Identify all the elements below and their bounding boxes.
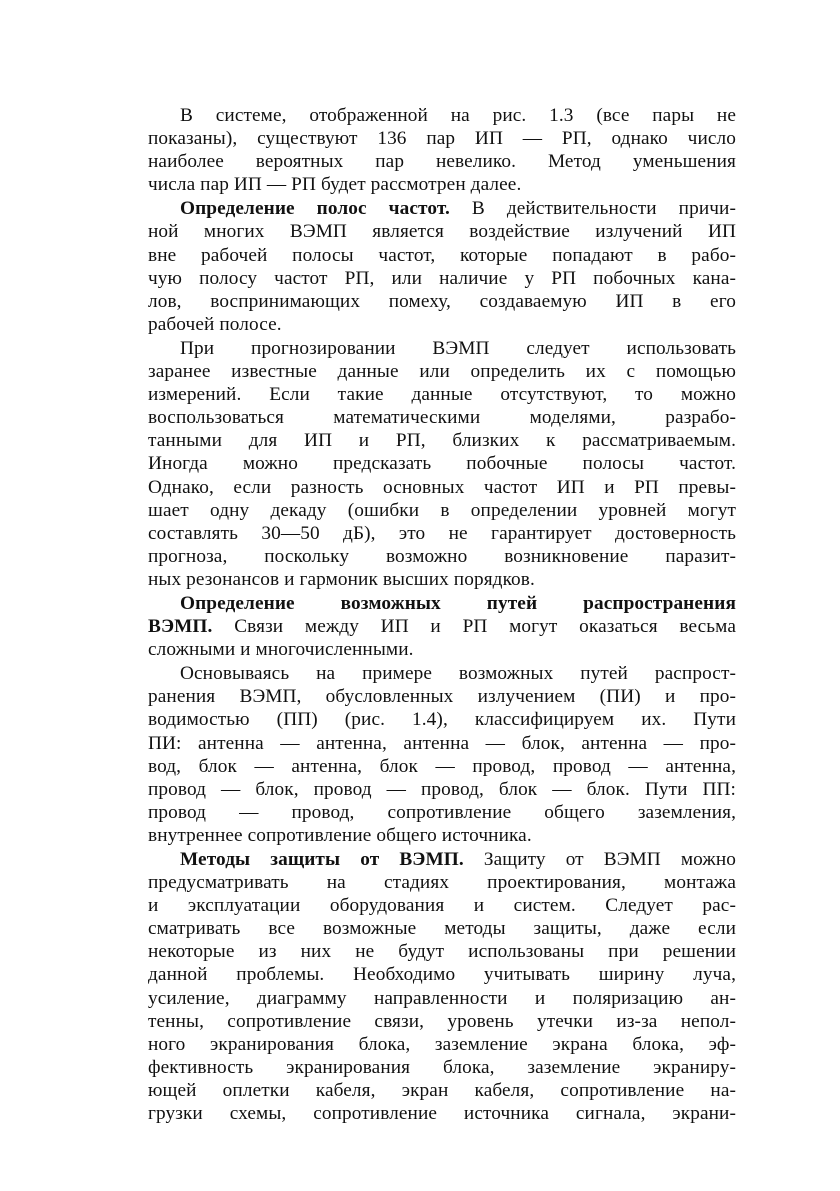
- text-line: провод — блок, провод — провод, блок — блок. Пути ПП:: [148, 778, 736, 800]
- text-line: танными для ИП и РП, близких к рассматриваемым.: [148, 430, 736, 452]
- text-line: предусматривать на стадиях проектирования, монтажа: [148, 872, 736, 894]
- text-line: измерений. Если такие данные отсутствуют, то можно: [148, 384, 736, 406]
- section-heading-propagation-paths: Определение возможных путей распространения: [180, 592, 736, 614]
- text-line: ного экранирования блока, заземление экрана блока, эф-: [148, 1033, 736, 1055]
- text-line: чую полосу частот РП, или наличие у РП побочных кана-: [148, 267, 736, 289]
- body-text: [148, 103, 736, 1125]
- text-line: грузки схемы, сопротивление источника сигнала, экрани-: [148, 1103, 736, 1125]
- text-span: Защиту от ВЭМП можно: [483, 849, 737, 870]
- text-line: воспользоваться математическими моделями, разрабо-: [148, 407, 736, 429]
- text-line: данной проблемы. Необходимо учитывать ширину луча,: [148, 964, 736, 986]
- text-line: ной многих ВЭМП является воздействие излучений ИП: [148, 221, 736, 243]
- text-line: ПИ: антенна — антенна, антенна — блок, антенна — про-: [148, 732, 736, 754]
- text-line: Иногда можно предсказать побочные полосы частот.: [148, 453, 736, 475]
- section-heading-protection-methods: Методы защиты от ВЭМП.: [180, 849, 464, 870]
- text-line: сматривать все возможные методы защиты, даже если: [148, 918, 736, 940]
- paragraph-5: [148, 662, 736, 847]
- text-line: ных резонансов и гармоник высших порядков.: [148, 568, 535, 590]
- paragraph-4: [148, 592, 736, 661]
- paragraph-6: [148, 848, 736, 1125]
- text-line: ющей оплетки кабеля, экран кабеля, сопротивление на-: [148, 1079, 736, 1101]
- text-line: ранения ВЭМП, обусловленных излучением (ПИ) и про-: [148, 686, 736, 708]
- text-line: [148, 197, 736, 220]
- text-line: В системе, отображенной на рис. 1.3 (все пары не: [180, 105, 736, 126]
- text-line: некоторые из них не будут использованы при решении: [148, 941, 736, 963]
- text-line: вод, блок — антенна, блок — провод, провод — антенна,: [148, 755, 736, 777]
- text-line: сложными и многочисленными.: [148, 639, 414, 661]
- text-line: При прогнозировании ВЭМП следует использовать: [180, 337, 736, 359]
- text-line: наиболее вероятных пар невелико. Метод уменьшения: [148, 151, 736, 173]
- text-line: заранее известные данные или определить их с помощью: [148, 361, 736, 383]
- section-heading-frequency-bands: Определение полос частот.: [180, 198, 450, 220]
- text-span: Связи между ИП и РП могут оказаться весьма: [234, 616, 736, 638]
- text-line: прогноза, поскольку возможно возникновение паразит-: [148, 545, 736, 567]
- text-line: тенны, сопротивление связи, уровень утечки из-за непол-: [148, 1010, 736, 1032]
- paragraph-1: [148, 104, 736, 196]
- text-line: провод — провод, сопротивление общего заземления,: [148, 801, 736, 823]
- section-heading-continuation: ВЭМП.: [148, 616, 213, 638]
- paragraph-2: [148, 197, 736, 336]
- text-span: В действительности причи-: [471, 198, 736, 220]
- text-line: числа пар ИП — РП будет рассмотрен далее.: [148, 174, 522, 196]
- text-line: составлять 30—50 дБ), это не гарантирует достоверность: [148, 522, 736, 544]
- text-line: усиление, диаграмму направленности и поляризацию ан-: [148, 987, 736, 1009]
- paragraph-3: [148, 337, 736, 591]
- text-line: рабочей полосе.: [148, 313, 282, 335]
- text-line: и эксплуатации оборудования и систем. Следует рас-: [148, 895, 736, 917]
- text-line: фективность экранирования блока, заземление экраниру-: [148, 1056, 736, 1078]
- text-line: вне рабочей полосы частот, которые попадают в рабо-: [148, 244, 736, 266]
- text-line: [148, 592, 736, 615]
- text-line: водимостью (ПП) (рис. 1.4), классифицируем их. Пути: [148, 709, 736, 731]
- text-line: лов, воспринимающих помеху, создаваемую ИП в его: [148, 290, 736, 312]
- text-line: Однако, если разность основных частот ИП и РП превы-: [148, 476, 736, 498]
- text-line: показаны), существуют 136 пар ИП — РП, однако число: [148, 128, 736, 150]
- text-line: шает одну декаду (ошибки в определении уровней могут: [148, 499, 736, 521]
- text-line: внутреннее сопротивление общего источника.: [148, 824, 532, 846]
- text-line: Основываясь на примере возможных путей распрост-: [180, 663, 736, 685]
- text-line: [148, 615, 736, 638]
- text-line: [148, 848, 736, 871]
